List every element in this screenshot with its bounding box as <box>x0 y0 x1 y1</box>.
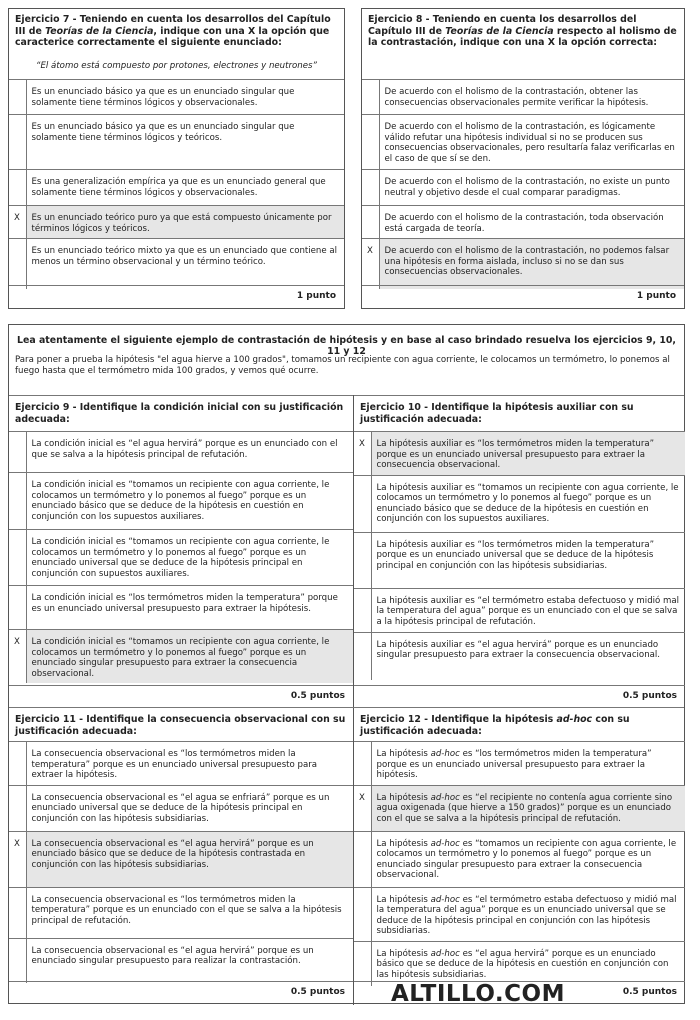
option-text: La hipótesis ad-hoc es “tomamos un recipiente con agua corriente, le colocamos un termómetro y lo ponemos al fuego” porque es un enunciado singular presupuesto para extraer la consecuencia observacional. <box>371 831 685 887</box>
option-text: De acuerdo con el holismo de la contrastación, es lógicamente válido refutar una hipótesis individual si no se producen sus consecuencias observacionales, pero resultaría falaz verificarlas en el caso de que sí se den. <box>379 115 684 170</box>
divider <box>9 395 684 396</box>
answer-mark[interactable] <box>362 206 379 239</box>
list-item <box>9 432 353 473</box>
list-item <box>9 170 344 206</box>
exercise-7-options <box>9 79 344 289</box>
list-item <box>354 831 685 887</box>
answer-mark[interactable] <box>354 632 371 680</box>
option-text: La condición inicial es “tomamos un recipiente con agua corriente, le colocamos un termómetro y lo ponemos al fuego” porque es un enunciado singular presupuesto para extraer la consecuencia observacional. <box>26 630 353 684</box>
option-text: La hipótesis ad-hoc es “el termómetro estaba defectuoso y midió mal la temperatura del agua” porque es un enunciado universal que se deduce de la hipótesis principal en conjunción con las hipótesis subsidiarias. <box>371 887 685 941</box>
option-text: Es un enunciado teórico puro ya que está compuesto únicamente por términos lógicos y teóricos. <box>26 206 344 239</box>
answer-mark[interactable]: X <box>354 785 371 831</box>
list-item <box>354 785 685 831</box>
answer-mark[interactable] <box>9 473 26 530</box>
option-text: Es un enunciado teórico mixto ya que es un enunciado que contiene al menos un término observacional y un término teórico. <box>26 239 344 289</box>
option-text: Es una generalización empírica ya que es un enunciado general que solamente tiene términos lógicos y observacionales. <box>26 170 344 206</box>
answer-mark[interactable] <box>354 475 371 532</box>
answer-mark[interactable] <box>354 831 371 887</box>
exercise-7-quote: “El átomo está compuesto por protones, electrones y neutrones” <box>36 61 317 71</box>
exercise-12-options <box>354 741 685 986</box>
option-text: Es un enunciado básico ya que es un enunciado singular que solamente tiene términos lógicos y observacionales. <box>26 80 344 115</box>
option-text: La hipótesis auxiliar es “tomamos un recipiente con agua corriente, le colocamos un termómetro y lo ponemos al fuego” porque es un enunciado básico que se deduce de la hipótesis en cuestión en conjunción con los supuestos auxiliares. <box>371 475 685 532</box>
exercise-9-heading: Ejercicio 9 - Identifique la condición inicial con su justificación adecuada: <box>15 402 344 425</box>
answer-mark[interactable]: X <box>9 630 26 684</box>
option-text: La consecuencia observacional es “los termómetros miden la temperatura” porque es un enunciado con el que se salva a la hipótesis principal de refutación. <box>26 887 353 938</box>
option-text: La hipótesis ad-hoc es “el recipiente no contenía agua corriente sino agua oxigenada (que hierve a 150 grados)” porque es un enunciado con el que se salva a la hipótesis principal de refutación. <box>371 785 685 831</box>
answer-mark[interactable] <box>9 80 26 115</box>
answer-mark[interactable] <box>354 742 371 786</box>
answer-mark[interactable] <box>9 115 26 170</box>
option-text: La consecuencia observacional es “los termómetros miden la temperatura” porque es un enunciado universal presupuesto para extraer la hipótesis. <box>26 742 353 786</box>
list-item <box>362 80 684 115</box>
option-text: De acuerdo con el holismo de la contrastación, toda observación está cargada de teoría. <box>379 206 684 239</box>
list-item <box>354 432 685 476</box>
option-text: La hipótesis ad-hoc es “el agua hervirá” porque es un enunciado básico que se deduce de la hipótesis en cuestión en conjunción con las hipótesis subsidiarias. <box>371 941 685 986</box>
option-text: La hipótesis auxiliar es “los termómetros miden la temperatura” porque es un enunciado universal que se deduce de la hipótesis principal en conjunción con las hipótesis subsidiarias. <box>371 532 685 588</box>
list-item <box>9 530 353 586</box>
exercise-11-options <box>9 741 353 983</box>
list-item <box>9 938 353 983</box>
exercise-7-box <box>8 8 345 309</box>
list-item <box>354 941 685 986</box>
answer-mark[interactable] <box>354 887 371 941</box>
exercise-12-heading: Ejercicio 12 - Identifique la hipótesis ad-hoc con su justificación adecuada: <box>360 714 630 737</box>
list-item <box>9 831 353 887</box>
exercise-9-options <box>9 431 353 683</box>
option-text: La condición inicial es “el agua hervirá” porque es un enunciado con el que se salva a la hipótesis principal de refutación. <box>26 432 353 473</box>
list-item <box>354 588 685 632</box>
list-item <box>362 239 684 289</box>
answer-mark[interactable]: X <box>362 239 379 289</box>
case-box <box>8 324 685 1004</box>
exercise-9-points: 0.5 puntos <box>9 685 353 707</box>
list-item <box>9 586 353 630</box>
answer-mark[interactable] <box>9 785 26 831</box>
answer-mark[interactable]: X <box>354 432 371 476</box>
list-item <box>9 80 344 115</box>
answer-mark[interactable] <box>9 432 26 473</box>
exercise-11-points: 0.5 puntos <box>9 981 353 1004</box>
list-item <box>9 630 353 684</box>
exercise-11-heading: Ejercicio 11 - Identifique la consecuencia observacional con su justificación adecuada: <box>15 714 346 737</box>
case-text: Para poner a prueba la hipótesis "el agua hierve a 100 grados", tomamos un recipiente con agua corriente, le colocamos un termómetro, lo ponemos al fuego hasta que el termómetro mida 100 grados, y vemos qué ocurre. <box>15 355 670 376</box>
answer-mark[interactable] <box>9 530 26 586</box>
list-item <box>354 632 685 680</box>
answer-mark[interactable]: X <box>9 831 26 887</box>
answer-mark[interactable] <box>9 170 26 206</box>
list-item <box>354 887 685 941</box>
option-text: De acuerdo con el holismo de la contrastación, obtener las consecuencias observacionales permite verificar la hipótesis. <box>379 80 684 115</box>
exercise-10-heading: Ejercicio 10 - Identifique la hipótesis auxiliar con su justificación adecuada: <box>360 402 634 425</box>
list-item <box>9 473 353 530</box>
option-text: La condición inicial es “los termómetros miden la temperatura” porque es un enunciado universal presupuesto para extraer la hipótesis. <box>26 586 353 630</box>
answer-mark[interactable] <box>354 588 371 632</box>
list-item <box>9 785 353 831</box>
answer-mark[interactable] <box>9 586 26 630</box>
answer-mark[interactable] <box>362 80 379 115</box>
list-item <box>9 742 353 786</box>
option-text: La hipótesis auxiliar es “los termómetros miden la temperatura” porque es un enunciado universal presupuesto para extraer la consecuencia observacional. <box>371 432 685 476</box>
list-item <box>354 532 685 588</box>
option-text: La consecuencia observacional es “el agua se enfriará” porque es un enunciado universal que se deduce de la hipótesis principal en conjunción con las hipótesis subsidiarias. <box>26 785 353 831</box>
list-item <box>362 206 684 239</box>
option-text: La condición inicial es “tomamos un recipiente con agua corriente, le colocamos un termómetro y lo ponemos al fuego” porque es un enunciado básico que se deduce de la hipótesis en cuestión en conjunción con los supuestos auxiliares. <box>26 473 353 530</box>
list-item <box>9 887 353 938</box>
option-text: La consecuencia observacional es “el agua hervirá” porque es un enunciado singular presupuesto para realizar la contrastación. <box>26 938 353 983</box>
answer-mark[interactable] <box>354 532 371 588</box>
exercise-10-points: 0.5 puntos <box>354 685 685 707</box>
answer-mark[interactable]: X <box>9 206 26 239</box>
list-item <box>354 742 685 786</box>
answer-mark[interactable] <box>9 938 26 983</box>
answer-mark[interactable] <box>9 887 26 938</box>
option-text: De acuerdo con el holismo de la contrastación, no podemos falsar una hipótesis en forma aislada, incluso si no se dan sus consecuencias observacionales. <box>379 239 684 289</box>
exercise-7-heading: Ejercicio 7 - Teniendo en cuenta los desarrollos del Capítulo III de Teorías de la Ciencia, indique con una X la opción que caracterice correctamente el siguiente enunciado: <box>15 14 331 48</box>
answer-mark[interactable] <box>9 742 26 786</box>
option-text: La hipótesis auxiliar es “el agua hervirá” porque es un enunciado singular presupuesto para extraer la consecuencia observacional. <box>371 632 685 680</box>
answer-mark[interactable] <box>362 170 379 206</box>
exercise-12-points: 0.5 puntos <box>354 981 685 1004</box>
option-text: La hipótesis auxiliar es “el termómetro estaba defectuoso y midió mal la temperatura del agua” porque es un enunciado con el que se salva a la hipótesis principal de refutación. <box>371 588 685 632</box>
exercise-10-options <box>354 431 685 680</box>
option-text: La consecuencia observacional es “el agua hervirá” porque es un enunciado básico que se deduce de la hipótesis contrastada en conjunción con las hipótesis subsidiarias. <box>26 831 353 887</box>
list-item <box>9 115 344 170</box>
answer-mark[interactable] <box>9 239 26 289</box>
list-item <box>362 170 684 206</box>
option-text: De acuerdo con el holismo de la contrastación, no existe un punto neutral y objetivo desde el cual comparar paradigmas. <box>379 170 684 206</box>
exercise-8-points: 1 punto <box>362 285 684 309</box>
exercise-8-box <box>361 8 685 309</box>
watermark-text: ALTILLO.COM <box>391 981 565 1007</box>
option-text: La hipótesis ad-hoc es “los termómetros miden la temperatura” porque es un enunciado universal presupuesto para extraer la hipótesis. <box>371 742 685 786</box>
answer-mark[interactable] <box>354 941 371 986</box>
list-item <box>354 475 685 532</box>
exercise-8-options <box>362 79 684 289</box>
case-title: Lea atentamente el siguiente ejemplo de contrastación de hipótesis y en base al caso brindado resuelva los ejercicios 9, 10, 11 y 12 <box>17 335 676 357</box>
list-item <box>362 115 684 170</box>
option-text: La condición inicial es “tomamos un recipiente con agua corriente, le colocamos un termómetro y lo ponemos al fuego” porque es un enunciado universal que se deduce de la hipótesis principal en conjunción con supuestos auxiliares. <box>26 530 353 586</box>
exercise-8-heading: Ejercicio 8 - Teniendo en cuenta los desarrollos del Capítulo III de Teorías de la Ciencia respecto al holismo de la contrastación, indique con una X la opción correcta: <box>368 14 677 48</box>
list-item <box>9 206 344 239</box>
list-item <box>9 239 344 289</box>
exercise-7-points: 1 punto <box>9 285 344 309</box>
option-text: Es un enunciado básico ya que es un enunciado singular que solamente tiene términos lógicos y teóricos. <box>26 115 344 170</box>
divider <box>9 707 684 708</box>
answer-mark[interactable] <box>362 115 379 170</box>
